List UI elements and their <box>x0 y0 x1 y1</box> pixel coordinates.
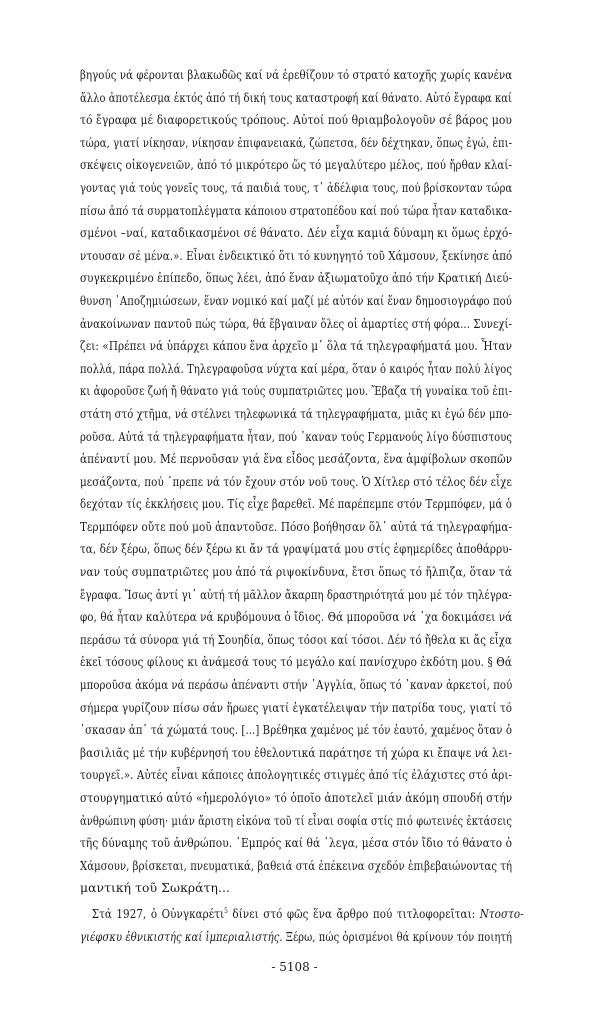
text-line: σκέψεις οἰκογενειῶν, ἀπό τό μικρότερο ὥς τό μεγαλύτερο μέλος, πού ἤρθαν κλαί- <box>80 158 513 173</box>
text-line: βηγούς νά φέρονται βλακωδῶς καί νά ἐρεθίζουν τό στρατό κατοχῆς χωρίς κανένα <box>80 68 513 82</box>
text-line: τῆς δύναμης τοῦ ἀνθρώπου. ᾽Εμπρός καί θά ᾽λεγα, μέσα στόν ἴδιο τό θάνατο ὁ <box>80 836 513 851</box>
text-line: ἀνθρώπινη φύση· μιάν ἄριστη εἰκόνα τοῦ τί εἶναι σοφία στίς πιό φωτεινές ἐκτάσεις <box>80 813 513 828</box>
text-line: ζει: «Πρέπει νά ὑπάρχει κάπου ἕνα ἀρχεῖο μ᾽ ὅλα τά τηλεγραφήματά μου. Ἦταν <box>80 339 513 354</box>
text-line: φο, θά ἦταν καλύτερα νά κρυβόμουνα ὁ ἴδιος. Θά μποροῦσα νά ᾽χα δοκιμάσει νά <box>80 610 513 625</box>
text-line: ναν τούς συμπατριῶτες μου ἀπό τά ριψοκίνδυνα, ἔτσι ὅπως τό ἤλπιζα, ὅταν τά <box>80 565 513 580</box>
text-line: Τερμπόφεν οὔτε πού μοῦ ἀπαντοῦσε. Πόσο βοήθησαν ὅλ᾽ αὐτά τά τηλεγραφήμα- <box>80 519 513 534</box>
text-line: τώρα, γιατί νίκησαν, νίκησαν ἐπιφανειακά, ζώπετσα, δέν δέχτηκαν, ὅπως ἐγώ, ἐπι- <box>80 135 513 150</box>
text-line: ἄλλο ἀποτέλεσμα ἐκτός ἀπό τή δική τους καταστροφή καί θάνατο. Αὐτό ἔγραφα καί <box>80 90 513 105</box>
text-segment: δίνει στό φῶς ἕνα ἄρθρο πού τιτλοφορεῖται: <box>227 907 480 922</box>
text-line: πολλά, πάρα πολλά. Τηλεγραφοῦσα νύχτα καί μέρα, ὅταν ὁ καιρός ἦταν πολύ λίγος <box>80 361 512 376</box>
paragraph-1 <box>80 64 512 900</box>
text-line: μποροῦσα ἀκόμα νά περάσω ἀπέναντι στήν ᾽Αγγλία, ὅπως τό ᾽καναν ἀρκετοί, πού <box>80 678 513 693</box>
italic-title: γιέφσκυ ἐθνικιστής καί ἰμπεριαλιστής. <box>80 929 283 944</box>
text-line: μαντική τοῦ Σωκράτη... <box>80 881 230 896</box>
text-line: ἐκεῖ τόσους φίλους κι ἀνάμεσά τους τό μεγάλο καί πανίσχυρο ἐκδότη μου. § Θά <box>80 655 512 670</box>
text-line: ᾽σκασαν ἀπ᾽ τά χώματά τους. [...] Βρέθηκα χαμένος μέ τόν ἑαυτό, χαμένος ὅταν ὁ <box>80 723 513 738</box>
text-line: στουργηματικό αὐτό «ἡμερολόγιο» τό ὁποῖο ἀποτελεῖ μιάν ἀκόμη σπουδή στήν <box>80 791 513 805</box>
text-line: θυνση ᾽Αποζημιώσεων, ἕναν νομικό καί μαζί μέ αὐτόν καί ἕναν δημοσιογράφο πού <box>80 293 512 308</box>
page-number: - 5108 - <box>271 960 318 974</box>
footnote-marker: 5 <box>224 906 228 915</box>
text-line: κι ἀφοροῦσε ζωή ἤ θάνατο γιά τούς συμπατριῶτες μου. Ἔβαζα τή γυναίκα τοῦ ἐπι- <box>80 384 513 399</box>
paragraph-2 <box>80 900 524 948</box>
text-line: γοντας γιά τούς γονεῖς τους, τά παιδιά τους, τ᾽ ἀδέλφια τους, πού βρίσκονταν τώρα <box>80 180 513 195</box>
text-line: περάσω τά σύνορα γιά τή Σουηδία, ὅπως τόσοι καί τόσοι. Δέν τό ἤθελα κι ἄς εἶχα <box>80 632 513 647</box>
text-line: σήμερα γυρίζουν πίσω σάν ἥρωες γιατί ἐγκατέλειψαν τήν πατρίδα τους, γιατί τό <box>80 700 513 715</box>
text-line: ροῦσα. Αὐτά τά τηλεγραφήματα ἦταν, πού ᾽καναν τούς Γερμανούς λίγο δύσπιστους <box>80 429 513 444</box>
text-line: ντουσαν σέ μένα.». Εἶναι ἐνδεικτικό ὅτι τό κυνηγητό τοῦ Χάμσουν, ξεκίνησε ἀπό <box>80 248 513 263</box>
italic-title: Ντοστο- <box>479 907 524 922</box>
body-text <box>80 64 524 948</box>
text-line: τουργεῖ.». Αὐτές εἶναι κάποιες ἀπολογητικές στιγμές ἀπό τίς ἐλάχιστες στό ἀρι- <box>80 768 513 783</box>
text-line: ἀνακοίνωναν παντοῦ πώς τώρα, θά ἔβγαιναν ὅλες οἱ ἁμαρτίες στή φόρα... Συνεχί- <box>80 316 513 331</box>
text-line: πίσω ἀπό τά συρματοπλέγματα κάποιου στρατοπέδου καί πού τώρα ἦταν καταδικα- <box>80 203 513 218</box>
text-line: ἔγραφα. Ἴσως ἀντί γι᾽ αὐτή τή μᾶλλον ἄκαρπη δραστηριότητά μου μέ τόν τηλέγρα- <box>80 587 513 602</box>
text-line <box>80 900 524 926</box>
text-line <box>80 926 512 949</box>
text-segment: Στά 1927, ὁ Οὐνγκαρέτι <box>91 907 225 922</box>
text-line: βασιλιᾶς μέ τήν κυβέρνησή του ἐθελοντικά παράτησε τή χώρα κι ἔπαψε νά λει- <box>80 745 513 760</box>
text-segment: Ξέρω, πώς ὁρισμένοι θά κρίνουν τόν ποιητή <box>282 929 513 944</box>
text-line: Χάμσουν, βρίσκεται, πνευματικά, βαθειά στά ἐπέκεινα σχεδόν ἐπιβεβαιώνοντας τή <box>80 858 513 873</box>
text-line: δεχόταν τίς ἐκκλήσεις μου. Τίς εἶχε βαρεθεῖ. Μέ παρέπεμπε στόν Τερμπόφεν, μά ὁ <box>80 497 512 512</box>
text-line: σμένοι –ναί, καταδικασμένοι σέ θάνατο. Δέν εἶχα καμιά δύναμη κι ὅμως ἐρχό- <box>80 226 513 241</box>
text-line: τό ἔγραφα μέ διαφορετικούς τρόπους. Αὐτοί πού θριαμβολογοῦν σέ βάρος μου <box>80 113 513 128</box>
text-line: τα, δέν ξέρω, ὅπως δέν ξέρω κι ἄν τά γραψίματά μου στίς ἐφημερίδες ἀποθάρρυ- <box>80 542 513 557</box>
text-line: ἀπέναντί μου. Μέ περνοῦσαν γιά ἕνα εἶδος μεσάζοντα, ἕνα ἀμφίβολων σκοπῶν <box>80 452 513 467</box>
text-line: στάτη στό χτῆμα, νά στέλνει τηλεφωνικά τά τηλεγραφήματα, μιᾶς κι ἐγώ δέν μπο- <box>80 406 512 421</box>
text-line: μεσάζοντα, πού ᾽πρεπε νά τόν ἔχουν στόν νοῦ τους. Ὁ Χίτλερ στό τέλος δέν εἶχε <box>80 474 512 489</box>
text-line: συγκεκριμένο ἐπίπεδο, ὅπως λέει, ἀπό ἕναν ἀξιωματοῦχο ἀπό τήν Κρατική Διεύ- <box>80 271 513 286</box>
